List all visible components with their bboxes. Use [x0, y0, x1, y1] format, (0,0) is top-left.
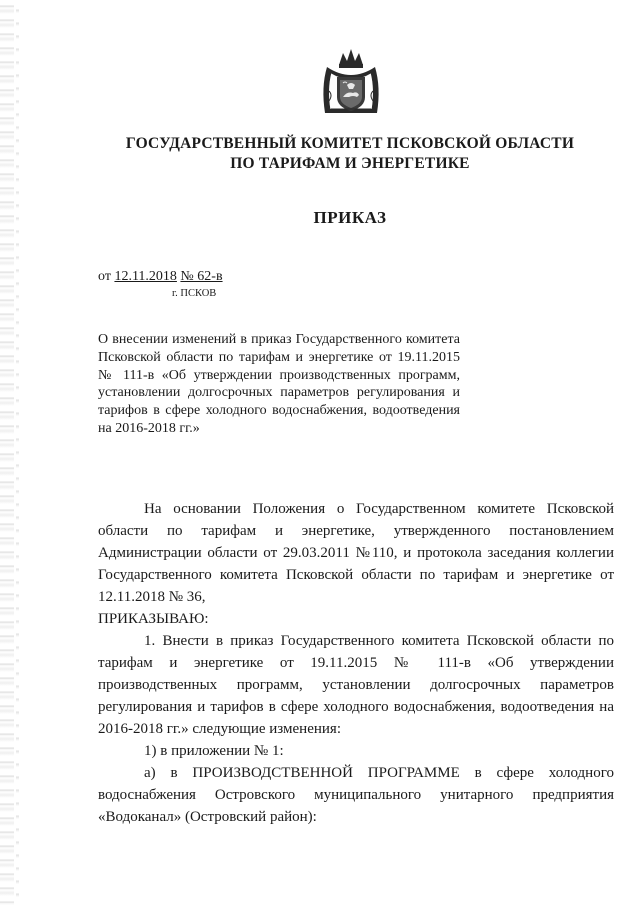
preamble-paragraph: На основании Положения о Государственном комитете Псковской области по тарифам и энергетике, утвержденного постановлением Администрации области от 29.03.2011 №110, и протокола заседания коллегии Государственного комитета Псковской области по тарифам и энергетике от 12.11.2018 № 36,	[98, 501, 614, 605]
item-1-1-paragraph: 1) в приложении № 1:	[144, 743, 284, 759]
item-1-paragraph: 1. Внести в приказ Государственного комитета Псковской области по тарифам и энергетике от 19.11.2015 № 111-в «Об утверждении производственных программ, установлении долгосрочных параметров регулирования и тарифов в сфере холодного водоснабжения, водоотведения на 2016-2018 гг.» следующие изменения:	[98, 633, 614, 737]
organization-line-1: ГОСУДАРСТВЕННЫЙ КОМИТЕТ ПСКОВСКОЙ ОБЛАСТИ	[125, 135, 575, 152]
organization-line-2: ПО ТАРИФАМ И ЭНЕРГЕТИКЕ	[230, 155, 470, 172]
order-city: г. ПСКОВ	[172, 288, 217, 299]
order-subject: О внесении изменений в приказ Государственного комитета Псковской области по тарифам и энергетике от 19.11.2015 № 111-в «Об утверждении производственных программ, установлении долгосрочных параметров регулирования и тарифов в сфере холодного водоснабжения, водоотведения на 2016-2018 гг.»	[98, 332, 460, 436]
document-type: ПРИКАЗ	[313, 208, 387, 227]
item-1-1-a-paragraph: а) в ПРОИЗВОДСТВЕННОЙ ПРОГРАММЕ в сфере холодного водоснабжения Островского муниципального унитарного предприятия «Водоканал» (Островский район):	[98, 765, 614, 825]
order-date-number	[98, 269, 223, 285]
order-number: № 62-в	[180, 269, 223, 284]
scan-edge-artifact-2	[16, 0, 19, 905]
order-body	[98, 498, 614, 828]
pskov-coat-of-arms-icon	[317, 47, 385, 119]
order-command: ПРИКАЗЫВАЮ:	[98, 611, 209, 627]
organization-name	[60, 134, 640, 174]
scan-edge-artifact	[0, 0, 14, 905]
order-prefix: от	[98, 269, 111, 284]
order-date: 12.11.2018	[114, 269, 177, 284]
